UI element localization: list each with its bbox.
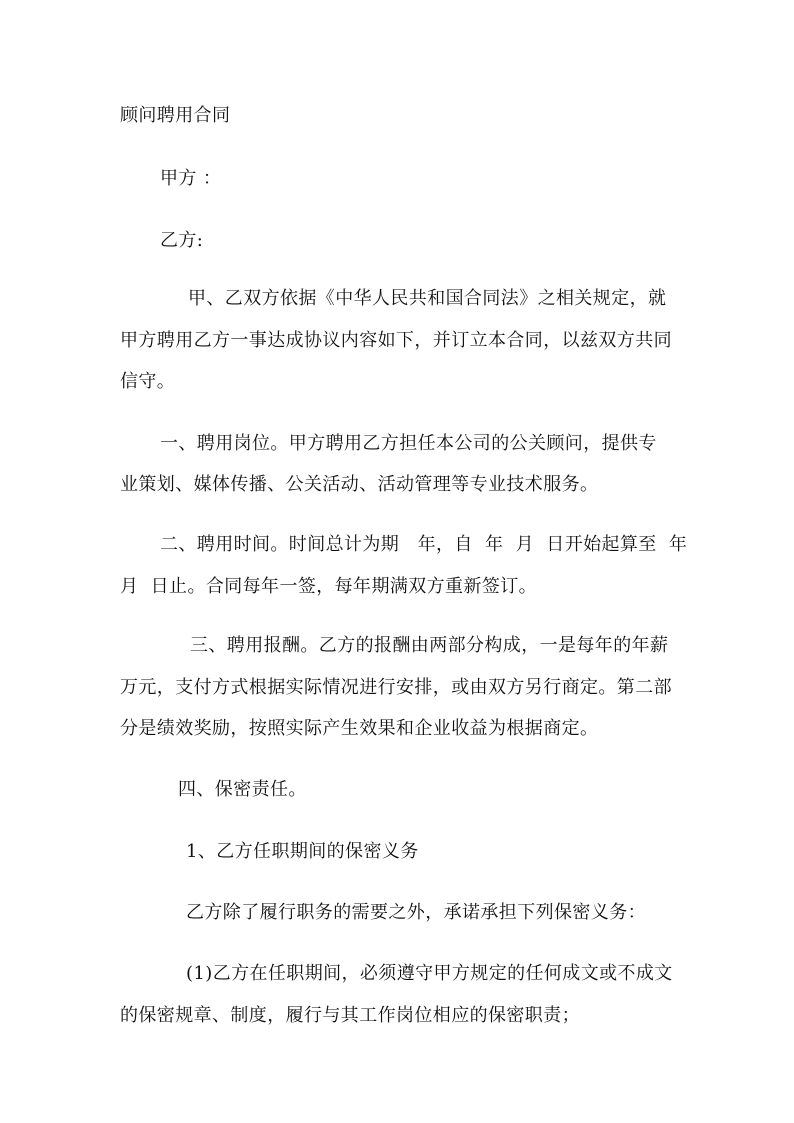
preamble-line-3: 信守。 [120,371,176,392]
clause-3-line-3: 分是绩效奖励，按照实际产生效果和企业收益为根据商定。 [120,718,599,739]
clause-1-line-1: 一、聘用岗位。甲方聘用乙方担任本公司的公关顾问，提供专 [160,433,657,454]
clause-3-line-2: 万元，支付方式根据实际情况进行安排，或由双方另行商定。第二部 [120,677,672,698]
preamble-line-2: 甲方聘用乙方一事达成协议内容如下，并订立本合同，以兹双方共同 [120,330,672,351]
party-a-label: 甲方 ： [160,168,222,189]
clause-4-item-1-line-1: (1)乙方在任职期间，必须遵守甲方规定的任何成文或不成文 [186,963,673,984]
party-b-label: 乙方: [160,230,204,251]
clause-2-line-1: 二、聘用时间。时间总计为期 年，自 年 月 日开始起算至 年 [160,534,688,555]
clause-2-line-2: 月 日止。合同每年一签，每年期满双方重新签订。 [120,576,538,597]
preamble-line-1: 甲、乙双方依据《中华人民共和国合同法》之相关规定，就 [188,288,667,309]
clause-3-line-1: 三、聘用报酬。乙方的报酬由两部分构成，一是每年的年薪 [190,635,669,656]
clause-4-intro: 乙方除了履行职务的需要之外，承诺承担下列保密义务： [186,902,646,923]
clause-4-item-1-line-2: 的保密规章、制度，履行与其工作岗位相应的保密职责； [120,1005,580,1026]
clause-4-heading: 四、保密责任。 [178,779,307,800]
clause-4-sub-heading: 1、乙方任职期间的保密义务 [186,841,419,862]
document-title: 顾问聘用合同 [120,105,231,126]
clause-1-line-2: 业策划、媒体传播、公关活动、活动管理等专业技术服务。 [120,474,599,495]
